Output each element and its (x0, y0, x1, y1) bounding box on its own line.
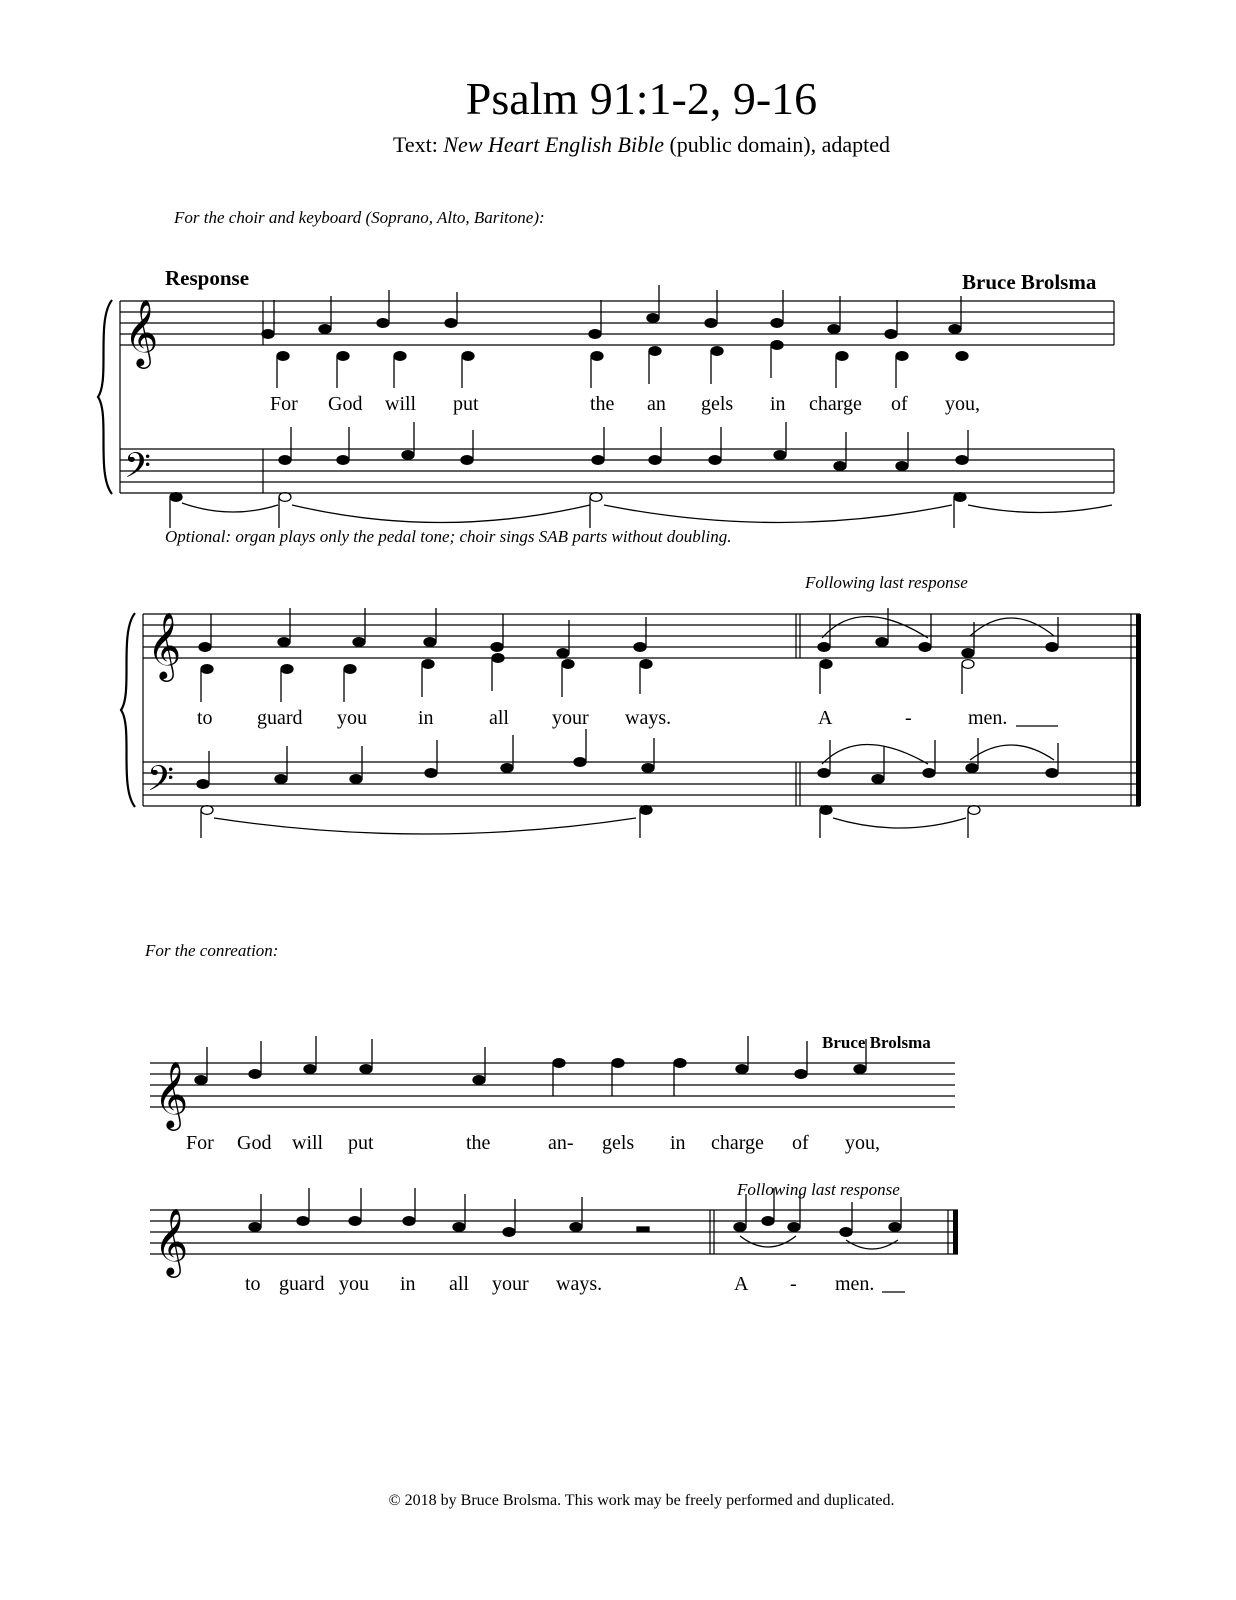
alto-notes (277, 341, 968, 388)
lyric-syllable: your (552, 707, 589, 729)
response-label: Response (165, 266, 250, 290)
composer-credit: Bruce Brolsma (962, 270, 1097, 294)
svg-text:𝄞: 𝄞 (124, 298, 159, 366)
lyric-syllable: will (385, 393, 417, 415)
svg-text:𝄢: 𝄢 (147, 758, 175, 807)
copyright-footer: © 2018 by Bruce Brolsma. This work may be freely performed and duplicated. (388, 1492, 895, 1509)
lyric-syllable: For (270, 393, 298, 415)
lyric-syllable: you, (945, 393, 980, 415)
lyric-syllable: the (590, 393, 615, 415)
lyric-syllable: to (245, 1273, 261, 1295)
choir-heading: For the choir and keyboard (Soprano, Alto, Baritone): (174, 208, 545, 227)
lyric-syllable: of (891, 393, 908, 415)
svg-text:𝄢: 𝄢 (124, 445, 152, 494)
lyric-syllable: you, (845, 1132, 880, 1154)
subtitle-suffix: (public domain), adapted (663, 132, 891, 157)
lyric-syllable: put (453, 393, 479, 415)
melody-notes (195, 1036, 901, 1236)
lyric-syllable: an- (548, 1132, 574, 1154)
lyric-syllable: men. (835, 1273, 875, 1295)
lyric-syllable: charge (809, 393, 862, 415)
lyric-syllable: charge (711, 1132, 764, 1154)
lyric-syllable: put (348, 1132, 374, 1154)
staff-lines (150, 1063, 958, 1254)
lyric-syllable: For (186, 1132, 214, 1154)
following-label: Following last response (805, 573, 968, 592)
svg-text:𝄞: 𝄞 (154, 1207, 189, 1275)
lyric-syllable: ways. (625, 707, 672, 729)
composer-credit: Bruce Brolsma (822, 1033, 931, 1052)
lyric-syllable: gels (602, 1132, 635, 1154)
lyric-syllable: A (734, 1273, 749, 1295)
lyric-syllable: in (418, 707, 434, 729)
lyric-syllable: A (818, 707, 833, 729)
congregation-heading: For the conreation: (145, 941, 279, 960)
lyric-syllable: God (237, 1132, 272, 1154)
lyric-syllable: all (489, 707, 509, 729)
lyric-syllable: all (449, 1273, 469, 1295)
lyric-syllable: in (400, 1273, 416, 1295)
subtitle-prefix: Text: (392, 132, 444, 157)
subtitle-source: New Heart English Bible (443, 132, 664, 157)
lyric-syllable: gels (701, 393, 734, 415)
lyric-syllable: your (492, 1273, 529, 1295)
lyric-syllable: an (647, 393, 666, 415)
lyric-syllable: to (197, 707, 213, 729)
lyric-syllable: will (292, 1132, 324, 1154)
lyric-syllable: ways. (556, 1273, 603, 1295)
lyric-syllable: - (905, 707, 912, 729)
optional-note: Optional: organ plays only the pedal tone; choir sings SAB parts without doubling. (165, 527, 732, 546)
lyric-syllable: in (770, 393, 786, 415)
lyric-syllable: you (337, 707, 367, 729)
soprano-notes (199, 608, 1058, 657)
lyric-syllable: of (792, 1132, 809, 1154)
svg-text:𝄞: 𝄞 (147, 611, 182, 679)
alto-notes (201, 654, 974, 702)
lyric-syllable: in (670, 1132, 686, 1154)
lyric-syllable: God (328, 393, 363, 415)
lyric-syllable: guard (279, 1273, 325, 1295)
lyric-syllable: you (339, 1273, 369, 1295)
lyric-syllable: the (466, 1132, 491, 1154)
lyric-syllable: guard (257, 707, 303, 729)
lyric-syllable: men. (968, 707, 1008, 729)
following-label: Following last response (737, 1180, 900, 1199)
bass-notes (170, 422, 968, 528)
svg-text:𝄞: 𝄞 (154, 1060, 189, 1128)
lyric-syllable: - (790, 1273, 797, 1295)
page-title: Psalm 91:1-2, 9-16 (465, 73, 818, 124)
